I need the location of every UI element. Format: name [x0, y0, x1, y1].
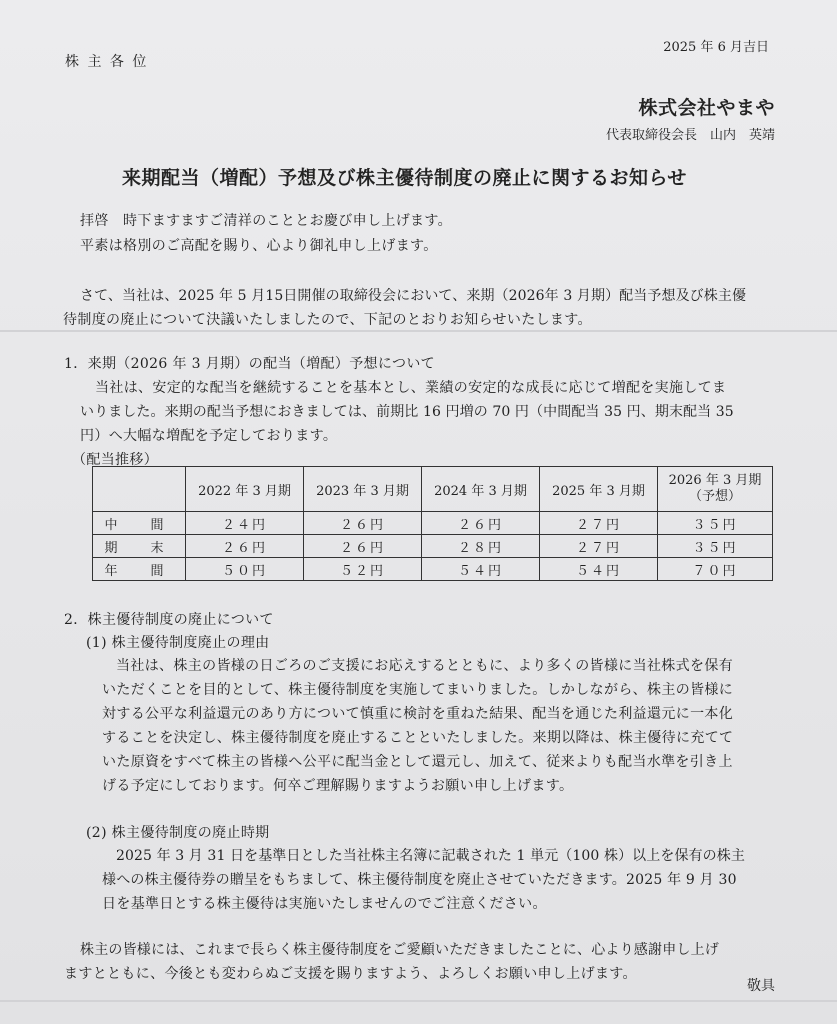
- table-header-cell: [658, 467, 773, 512]
- table-caption: （配当推移）: [72, 452, 159, 468]
- letter-date: 2025 年 6 月吉日: [663, 40, 769, 55]
- section-1-heading: 1．来期（2026 年 3 月期）の配当（増配）予想について: [64, 356, 436, 372]
- table-header-cell: 2025 年 3 月期: [540, 467, 658, 512]
- table-row: [93, 512, 773, 535]
- table-cell: ５２円: [304, 558, 422, 581]
- company-logo: 株式会社やまや: [638, 97, 775, 119]
- section-2-heading: 2．株主優待制度の廃止について: [64, 612, 274, 628]
- dividend-history-table: [92, 466, 773, 581]
- signer: 代表取締役会長 山内 英靖: [605, 128, 775, 143]
- table-cell: ２６円: [304, 512, 422, 535]
- table-cell: ７０円: [658, 558, 773, 581]
- subsection-2-line: 様への株主優待券の贈呈をもちまして、株主優待制度を廃止させていただきます。2025 年 9 月 30: [102, 872, 737, 888]
- table-cell: ２６円: [186, 535, 304, 558]
- intro-line: さて、当社は、2025 年 5 月15日開催の取締役会において、来期（2026年 3 月期）配当予想及び株主優: [80, 288, 747, 304]
- table-cell: ２８円: [422, 535, 540, 558]
- intro-line: 待制度の廃止について決議いたしましたので、下記のとおりお知らせいたします。: [63, 312, 592, 328]
- greeting-line: 平素は格別のご高配を賜り、心より御礼申し上げます。: [80, 238, 438, 254]
- row-label: 中 間: [93, 512, 186, 535]
- table-cell: ３５円: [658, 512, 773, 535]
- table-cell: ２６円: [304, 535, 422, 558]
- forecast-note: （予想）: [688, 489, 741, 504]
- table-cell: ２７円: [540, 535, 658, 558]
- subsection-1-heading: (1) 株主優待制度廃止の理由: [86, 635, 270, 651]
- paper-fold-line: [0, 330, 837, 332]
- table-row: [93, 535, 773, 558]
- sign-off: 敬具: [747, 978, 775, 994]
- addressee: 株 主 各 位: [65, 54, 149, 70]
- section-1-body-line: いりました。来期の配当予想におきましては、前期比 16 円増の 70 円（中間配当 35 円、期末配当 35: [80, 404, 734, 420]
- table-cell: ２６円: [422, 512, 540, 535]
- section-1-body-line: 当社は、安定的な配当を継続することを基本とし、業績の安定的な成長に応じて増配を実施してま: [95, 380, 727, 396]
- table-cell: ２４円: [186, 512, 304, 535]
- page-title: 来期配当（増配）予想及び株主優待制度の廃止に関するお知らせ: [122, 167, 687, 189]
- paper-fold-line: [0, 1000, 837, 1002]
- subsection-1-line: することを決定し、株主優待制度を廃止することといたしました。来期以降は、株主優待に充てて: [102, 730, 734, 746]
- greeting-line: 拝啓 時下ますますご清祥のこととお慶び申し上げます。: [80, 213, 452, 229]
- table-header-cell: [93, 467, 186, 512]
- table-row: [93, 558, 773, 581]
- subsection-2-heading: (2) 株主優待制度の廃止時期: [86, 825, 270, 841]
- table-header-row: [93, 467, 773, 512]
- table-cell: ５４円: [422, 558, 540, 581]
- row-label: 年 間: [93, 558, 186, 581]
- subsection-1-line: いただくことを目的として、株主優待制度を実施してまいりました。しかしながら、株主の皆様に: [102, 682, 734, 698]
- closing-line: 株主の皆様には、これまで長らく株主優待制度をご愛顧いただきましたことに、心より感謝申し上げ: [80, 942, 719, 958]
- forecast-year-label: 2026 年 3 月期: [668, 473, 762, 488]
- subsection-2-line: 2025 年 3 月 31 日を基準日とした当社株主名簿に記載された 1 単元（100 株）以上を保有の株主: [116, 848, 745, 864]
- subsection-1-line: いた原資をすべて株主の皆様へ公平に配当金として還元し、加えて、従来よりも配当水準を引き上: [102, 754, 733, 770]
- table-header-cell: 2022 年 3 月期: [186, 467, 304, 512]
- closing-line: ますとともに、今後とも変わらぬご支援を賜りますよう、よろしくお願い申し上げます。: [64, 966, 637, 982]
- row-label: 期 末: [93, 535, 186, 558]
- table-header-cell: 2023 年 3 月期: [304, 467, 422, 512]
- table-cell: ５４円: [540, 558, 658, 581]
- table-cell: ５０円: [186, 558, 304, 581]
- section-1-body-line: 円）へ大幅な増配を予定しております。: [80, 428, 338, 444]
- table-header-cell: 2024 年 3 月期: [422, 467, 540, 512]
- table-cell: ３５円: [658, 535, 773, 558]
- subsection-2-line: 日を基準日とする株主優待は実施いたしませんのでご注意ください。: [102, 896, 547, 912]
- subsection-1-line: げる予定にしております。何卒ご理解賜りますようお願い申し上げます。: [102, 778, 574, 794]
- table-cell: ２７円: [540, 512, 658, 535]
- subsection-1-line: 対する公平な利益還元のあり方について慎重に検討を重ねた結果、配当を通じた利益還元に一本化: [102, 706, 734, 722]
- subsection-1-line: 当社は、株主の皆様の日ごろのご支援にお応えするとともに、より多くの皆様に当社株式を保有: [116, 658, 734, 674]
